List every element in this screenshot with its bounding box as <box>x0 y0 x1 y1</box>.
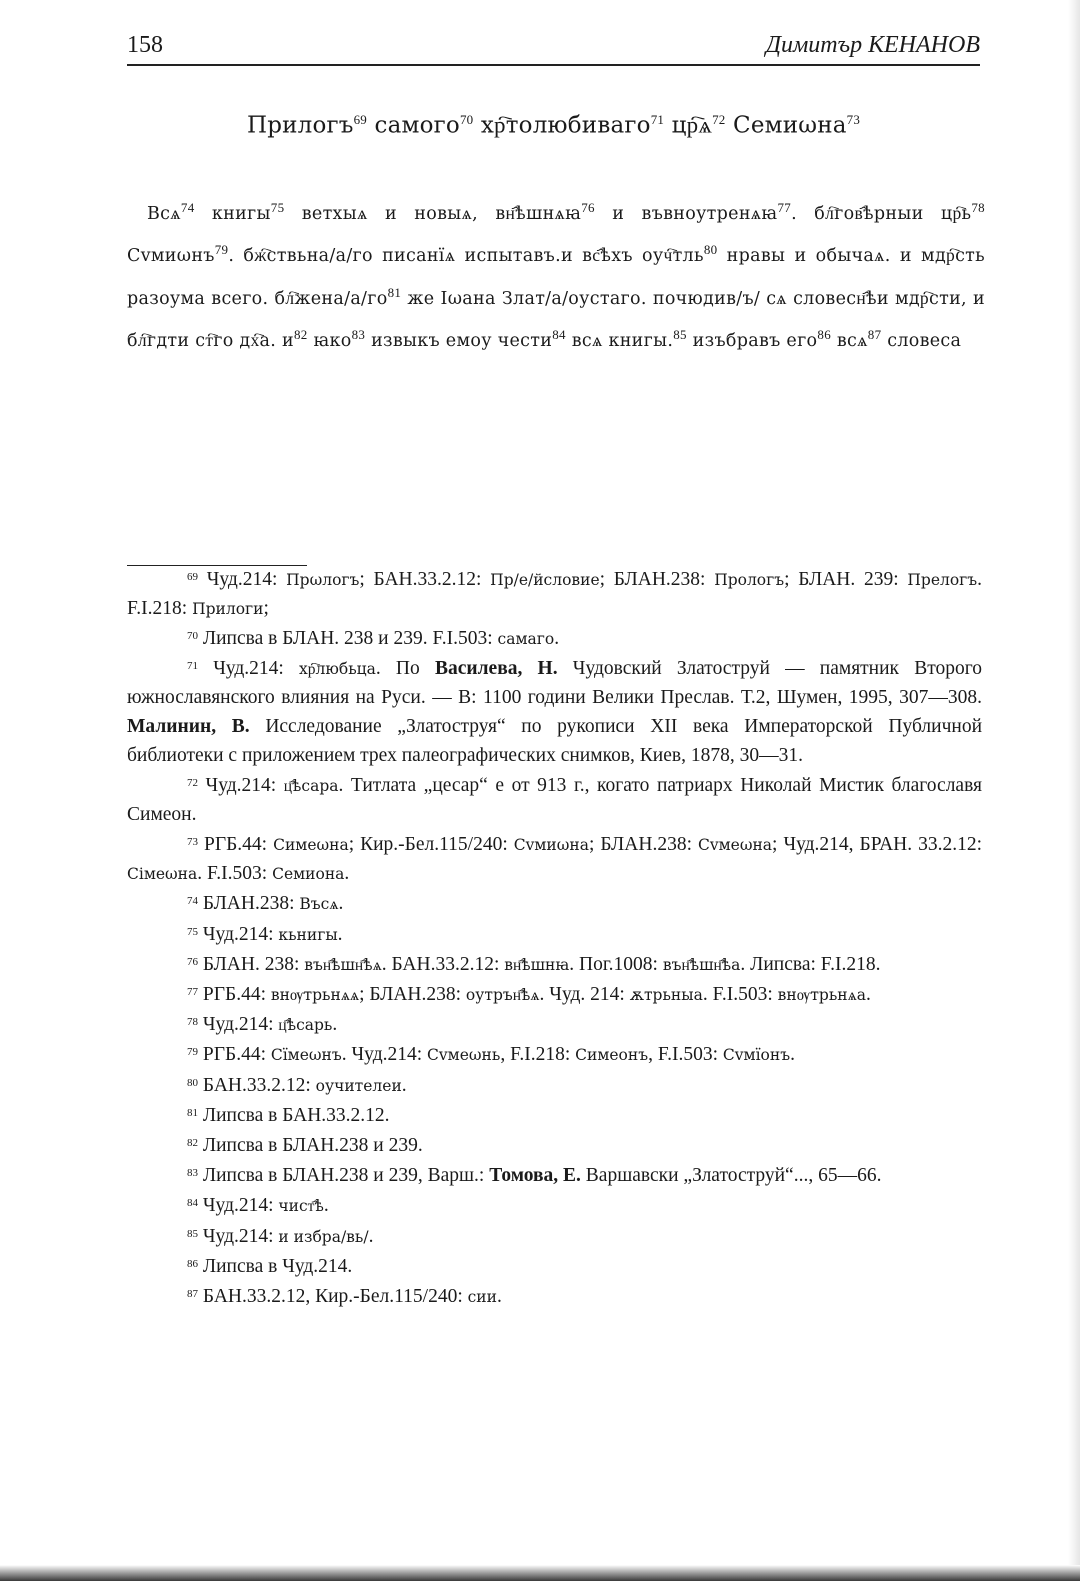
footnote-number: 72 <box>187 777 198 790</box>
footnote-78 <box>127 1011 982 1040</box>
footnote-83 <box>127 1162 982 1191</box>
text-segment: извыкъ емоу чести <box>371 330 553 351</box>
footnote-text: . <box>790 1044 795 1066</box>
footnote-85 <box>127 1223 982 1252</box>
footnote-ref[interactable]: 72 <box>712 112 726 127</box>
footnote-ref[interactable]: 70 <box>459 112 474 127</box>
text-segment: всѧ книгы. <box>571 330 674 351</box>
footnote-ref[interactable]: 75 <box>270 200 285 215</box>
footnote-ref[interactable]: 74 <box>180 200 195 215</box>
footnote-text: РГБ.44: <box>202 984 266 1006</box>
footnote-text: . <box>332 1014 338 1036</box>
footnote-text: Липсва в БЛАН.238 и 239. <box>202 1135 423 1157</box>
footnote-ref[interactable]: 82 <box>293 326 308 342</box>
slavonic-variant: вън҄ѣшн҄ѣѧ <box>304 955 382 974</box>
old-church-slavonic-text <box>127 190 985 359</box>
footnote-text: . БАН.33.2.12: <box>381 953 500 975</box>
slavonic-variant: вн҄ѣшнꙗ <box>504 955 570 974</box>
footnote-number: 84 <box>187 1197 198 1210</box>
title-word: Прилогъ <box>246 112 354 139</box>
slavonic-variant: хр҇любьца <box>299 660 376 679</box>
footnote-text: . <box>866 984 871 1006</box>
slavonic-variant: Семиона <box>272 865 345 884</box>
footnote-text: . Пог.1008: <box>569 953 658 975</box>
footnotes <box>127 566 982 1313</box>
slavonic-variant: Прелогъ <box>907 571 978 589</box>
footnote-text: ; БЛАН. 239: <box>784 569 899 590</box>
slavonic-variant: кьнигы <box>278 925 338 944</box>
scan-bottom-shadow <box>0 1565 1080 1581</box>
author-name: Василева, Н. <box>434 658 558 680</box>
section-title <box>127 112 980 139</box>
slavonic-variant: Сvмеωнь <box>427 1046 501 1065</box>
footnote-text: . F.I.503: <box>197 863 268 885</box>
slavonic-variant: сии <box>467 1288 497 1307</box>
footnote-text: Чуд.214: <box>213 658 284 680</box>
slavonic-variant: Въсѧ <box>299 895 339 914</box>
footnote-text: . <box>401 1074 407 1096</box>
footnote-74 <box>127 890 982 919</box>
footnote-number: 74 <box>187 895 198 908</box>
footnote-text: . Липсва: F.I.218. <box>740 953 881 975</box>
footnote-text: . <box>323 1195 329 1217</box>
slavonic-variant: ц҄ѣсара <box>283 777 339 796</box>
slavonic-variant: Симеонъ <box>575 1046 649 1065</box>
footnote-text: Липсва в БЛАН.238 и 239, Варш.: <box>202 1165 485 1187</box>
footnote-81 <box>127 1102 982 1131</box>
footnote-73 <box>127 831 982 889</box>
footnote-number: 81 <box>187 1106 198 1119</box>
footnote-ref[interactable]: 85 <box>673 326 687 342</box>
footnote-text: Липсва в БАН.33.2.12. <box>202 1104 390 1126</box>
footnote-71 <box>127 655 982 771</box>
footnote-number: 85 <box>187 1227 198 1240</box>
footnote-text: Чудовский Златоструй — памятник Второго южнославянского влияния на Руси. — В: 1100 години Велики Преслав. Т.2, Шумен, 1995, 307—308. <box>127 658 982 709</box>
running-header <box>127 28 980 66</box>
footnote-text: Чуд.214: <box>205 775 277 797</box>
footnote-text: Липсва в Чуд.214. <box>202 1255 353 1277</box>
footnote-text: . <box>496 1286 502 1308</box>
footnote-number: 75 <box>187 925 198 938</box>
footnote-ref[interactable]: 79 <box>214 242 229 258</box>
title-word: самого <box>374 112 460 139</box>
slavonic-variant: ѫтрьныа <box>629 986 703 1005</box>
footnote-text: РГБ.44: <box>202 1044 266 1066</box>
footnote-text: Чуд.214: <box>202 1014 274 1036</box>
footnote-75 <box>127 921 982 950</box>
footnote-text: ; <box>263 597 269 619</box>
text-segment: . бж҇ствьна/а/го писанїѧ испытавъ.и вс҄ѣхъ оуч҇тль <box>228 246 704 267</box>
footnote-number: 73 <box>187 836 198 849</box>
footnote-text: . <box>344 863 350 885</box>
author-name: Томова, Е. <box>489 1165 581 1187</box>
slavonic-variant: Сїмеωнъ <box>270 1046 342 1065</box>
footnote-ref[interactable]: 78 <box>971 200 985 215</box>
footnote-number: 77 <box>187 986 198 999</box>
footnote-70 <box>127 625 982 654</box>
text-segment: всѧ <box>836 330 868 351</box>
footnote-number: 78 <box>187 1016 198 1029</box>
slavonic-variant: Симеωна <box>273 836 349 855</box>
footnote-text: Чуд.214: <box>206 569 278 590</box>
footnote-text: . <box>338 893 344 915</box>
slavonic-variant: чист҄ѣ <box>278 1197 324 1216</box>
footnote-ref[interactable]: 76 <box>581 200 595 215</box>
slavonic-variant: Сvмїонъ <box>722 1046 791 1065</box>
text-segment: нравы и обычаѧ. и мдр҇сть разоума всего. бл҇жена/а/го <box>127 246 985 309</box>
footnote-77 <box>127 981 982 1010</box>
footnote-text: . Чуд.214: <box>341 1044 423 1066</box>
footnote-text: Липсва в БЛАН. 238 и 239. F.I.503: <box>202 628 493 650</box>
text-segment: Сvмиωнъ <box>127 246 215 267</box>
footnote-text: ; Чуд.214, БРАН. 33.2.12: <box>772 834 983 856</box>
footnote-ref[interactable]: 80 <box>703 242 718 258</box>
footnote-ref[interactable]: 71 <box>650 112 665 127</box>
footnote-text: Чуд.214: <box>202 1195 274 1217</box>
slavonic-variant: Прилоги <box>192 599 264 618</box>
footnote-number: 82 <box>187 1137 198 1150</box>
footnote-number: 80 <box>187 1076 198 1089</box>
footnote-text: . F.I.218: <box>127 569 983 619</box>
footnote-text: . <box>368 1225 374 1247</box>
slavonic-variant: Сімеωна <box>127 865 198 884</box>
footnote-text: Чуд.214: <box>202 923 274 945</box>
slavonic-variant: оутрън҄ѣѧ <box>465 986 540 1005</box>
text-segment: ꙗко <box>313 330 352 351</box>
slavonic-variant: вън҄ѣшн҄ѣа <box>662 955 741 974</box>
footnote-ref[interactable]: 69 <box>353 112 367 127</box>
footnote-87 <box>127 1283 982 1312</box>
text-segment: изъбравъ его <box>692 330 818 351</box>
footnote-80 <box>127 1072 982 1101</box>
footnote-number: 70 <box>187 630 198 643</box>
slavonic-variant: оучителеи <box>315 1076 402 1095</box>
title-word: цр҇ѧ <box>671 112 713 139</box>
footnote-text: . По <box>375 658 420 680</box>
footnote-79 <box>127 1041 982 1070</box>
footnote-76 <box>127 951 982 980</box>
footnote-text: Исследование „Златоструя“ по рукописи XII века Императорской Публичной библиотеки с приложением трех палеографических снимков, Киев, 1878, 30—31. <box>127 716 983 767</box>
footnote-text: , F.I.503: <box>648 1044 719 1066</box>
page-number: 158 <box>127 32 163 58</box>
footnote-text: РГБ.44: <box>203 834 268 856</box>
footnote-82 <box>127 1132 982 1161</box>
footnote-text: ; БАН.33.2.12: <box>359 569 482 590</box>
footnote-ref[interactable]: 86 <box>817 326 832 342</box>
footnote-text: ; БЛАН.238: <box>599 569 706 590</box>
slavonic-variant: внѹтрьнѧѧ <box>270 986 360 1005</box>
footnote-text: ; БЛАН.238: <box>588 834 692 856</box>
slavonic-variant: Сvмиωна <box>513 836 589 855</box>
slavonic-variant: Сvмеωна <box>697 836 773 855</box>
footnote-ref[interactable]: 77 <box>777 200 792 215</box>
footnote-text: . <box>554 628 560 650</box>
slavonic-variant: Прωлогъ <box>286 571 360 589</box>
footnote-text: БЛАН.238: <box>202 893 295 915</box>
text-segment: ветхыѧ и новыѧ, вн҄ѣшнѧꙗ <box>301 203 582 224</box>
text-segment: и въвноутренѧꙗ <box>612 203 778 224</box>
footnote-number: 83 <box>187 1167 198 1180</box>
footnote-text: БАН.33.2.12, Кир.-Бел.115/240: <box>202 1286 463 1308</box>
slavonic-variant: самаго <box>497 630 555 649</box>
slavonic-variant: и избра/вь/ <box>278 1227 369 1246</box>
footnote-text: БАН.33.2.12: <box>202 1074 311 1096</box>
author-name: Малинин, В. <box>127 716 250 738</box>
text-segment: . бл҇гов҄ѣрныи цр҇ь <box>791 203 972 224</box>
footnote-number: 76 <box>187 955 198 968</box>
footnote-ref[interactable]: 87 <box>867 326 882 342</box>
text-segment: Всѧ <box>147 203 181 224</box>
footnote-text: БЛАН. 238: <box>202 953 300 975</box>
footnote-text: ; БЛАН.238: <box>359 984 462 1006</box>
footnote-text: . Титлата „цесар“ е от 913 г., когато патриарх Николай Мистик благославя Симеон. <box>127 775 982 826</box>
footnote-text: Чуд.214: <box>202 1225 274 1247</box>
footnote-72 <box>127 772 982 830</box>
footnote-84 <box>127 1192 982 1221</box>
footnote-ref[interactable]: 84 <box>552 326 566 342</box>
page-edge-shadow <box>1068 0 1080 1581</box>
footnote-text: . <box>337 923 343 945</box>
footnote-number: 87 <box>187 1288 198 1301</box>
footnote-text: . F.I.503: <box>702 984 773 1006</box>
slavonic-variant: ц҄ѣсарь <box>278 1016 333 1035</box>
footnote-number: 86 <box>187 1257 198 1270</box>
footnote-number: 79 <box>187 1046 198 1059</box>
footnote-69 <box>127 566 982 624</box>
title-word: хр҇толюбиваго <box>480 112 651 139</box>
slavonic-variant: Пр/е/йсловие <box>490 571 600 589</box>
footnote-number: 71 <box>187 660 198 673</box>
title-word: Семиωна <box>733 112 847 139</box>
footnote-text: ; Кир.-Бел.115/240: <box>348 834 508 856</box>
text-segment: словеса <box>887 330 962 351</box>
running-title: Димитър КЕНАНОВ <box>765 32 980 58</box>
slavonic-variant: внѹтрьнѧа <box>777 986 866 1005</box>
text-segment: книгы <box>211 203 271 224</box>
footnote-ref[interactable]: 83 <box>351 326 366 342</box>
footnote-ref[interactable]: 73 <box>846 112 861 127</box>
text-segment: же Іωана Злат/а/оустаго. почюдив/ъ/ сѧ словесн҄ѣи мдр҇сти, и бл҇гдти ст҇го дх҇а. и <box>127 288 985 351</box>
footnote-ref[interactable]: 81 <box>387 284 402 300</box>
footnote-number: 69 <box>187 571 198 583</box>
footnote-86 <box>127 1253 982 1282</box>
footnote-text: Варшавски „Златоструй“..., 65—66. <box>585 1165 882 1187</box>
footnote-text: , F.I.218: <box>500 1044 571 1066</box>
footnote-text: . Чуд. 214: <box>539 984 625 1006</box>
slavonic-variant: Прологъ <box>714 571 785 589</box>
